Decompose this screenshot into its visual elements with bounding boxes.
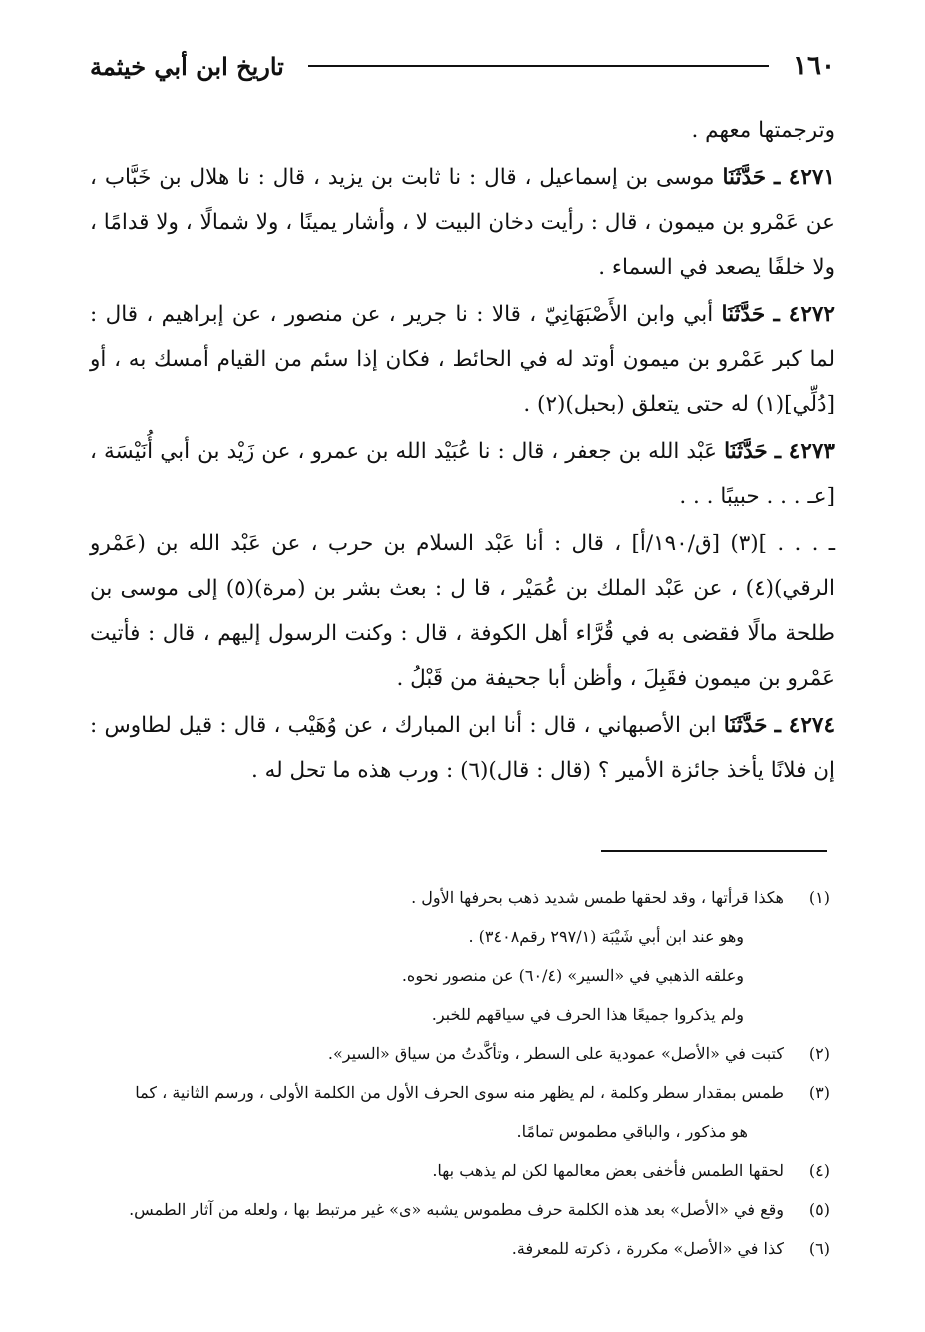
hadith-text: ـ . . . ](٣) [ق/١٩٠/أ] ، قال : أنا عَبْد السلام بن حرب ، عن عَبْد الله بن (عَمْرو الرقي)(٤) ، عن عَبْد الملك بن عُمَيْر ، قا ل : بعث بشر بن (مرة)(٥) إلى موسى بن طلحة مالًا فقضى به في قُرَّاء أهل الكوفة ، قال : وكنت الرسول إليهم ، قال : فأتيت عَمْرو بن ميمون فقَبِلَ ، وأظن أبا جحيفة من قَبْلُ . [90,531,835,691]
footnote-number: (٢) [808,1044,830,1063]
header-rule [308,65,769,67]
hadith-4273 [90,429,835,519]
hadith-text: أبي وابن الأَصْبَهَانِيّ ، قالا : نا جرير ، عن منصور ، عن إبراهيم ، قال : لما كبر عَمْرو بن ميمون أوتد له في الحائط ، فكان إذا سئم من القيام أمسك به ، أو [دُلِّي](١) له حتى يتعلق (بحبل)(٢) . [90,302,835,417]
footnote-1 [90,878,830,917]
footnote-number: (٥) [808,1200,830,1219]
hadith-4271 [90,155,835,290]
narration-keyword: حَدَّثَنَا [721,302,766,327]
footnote-text: لحقها الطمس فأخفى بعض معالمها لكن لم يذهب بها. [432,1161,784,1180]
page-header [90,44,835,88]
paragraph-continuation [90,108,835,153]
footnote-number: (٤) [808,1161,830,1180]
footnote-number: (٦) [808,1239,830,1258]
narration-keyword: حَدَّثَنَا [722,165,767,190]
footnote-text: ولم يذكروا جميعًا هذا الحرف في سياقهم للخبر. [431,1005,744,1024]
footnote-text: طمس بمقدار سطر وكلمة ، لم يظهر منه سوى الحرف الأول من الكلمة الأولى ، ورسم الثانية ، كما [135,1083,784,1102]
footnote-number: (١) [808,888,830,907]
footnote-1-line [90,995,830,1034]
footnote-6 [90,1229,830,1268]
footnote-text: وقع في «الأصل» بعد هذه الكلمة حرف مطموس يشبه «ى» غير مرتبط بها ، ولعله من آثار الطمس. [129,1200,784,1219]
footnotes [90,878,830,1268]
main-text [90,108,835,795]
hadith-4273-continuation [90,521,835,701]
page-number: ١٦٠ [793,51,835,81]
hadith-text: عَبْد الله بن جعفر ، قال : نا عُبَيْد الله بن عمرو ، عن زَيْد بن أبي أُنَيْسَة ، [عـ . . . حبيبًا . . . [90,439,835,509]
footnote-1-line [90,917,830,956]
footnote-text: كذا في «الأصل» مكررة ، ذكرته للمعرفة. [511,1239,784,1258]
footnote-1-line [90,956,830,995]
footnote-text: وعلقه الذهبي في «السير» (٦٠/٤) عن منصور نحوه. [401,966,744,985]
hadith-number: ٤٢٧٤ ـ [774,713,835,738]
hadith-number: ٤٢٧١ ـ [773,165,835,190]
footnote-4 [90,1151,830,1190]
footnote-text-continued: هو مذكور ، والباقي مطموس تمامًا. [516,1122,748,1141]
hadith-text: موسى بن إسماعيل ، قال : نا ثابت بن يزيد ، قال : نا هلال بن خَبَّاب ، عن عَمْرو بن ميمون ، قال : رأيت دخان البيت لا ، وأشار يمينًا ، ولا شمالًا ، ولا قدامًا ، ولا خلفًا يصعد في السماء . [90,165,835,280]
hadith-text: ابن الأصبهاني ، قال : أنا ابن المبارك ، عن وُهَيْب ، قال : قيل لطاوس : إن فلانًا يأخذ جائزة الأمير ؟ (قال : قال)(٦) : ورب هذه ما تحل له . [90,713,835,783]
hadith-4274 [90,703,835,793]
footnote-5 [90,1190,830,1229]
footnote-3 [90,1073,830,1151]
paragraph-text: وترجمتها معهم . [691,118,835,143]
footnote-text: هكذا قرأتها ، وقد لحقها طمس شديد ذهب بحرفها الأول . [411,888,784,907]
hadith-number: ٤٢٧٢ ـ [773,302,835,327]
footnote-separator [601,850,827,852]
book-title: تاريخ ابن أبي خيثمة [90,51,284,81]
footnote-2 [90,1034,830,1073]
footnote-number: (٣) [808,1083,830,1102]
hadith-4272 [90,292,835,427]
narration-keyword: حَدَّثَنَا [724,439,768,464]
footnote-text: كتبت في «الأصل» عمودية على السطر ، وتأكَّدتُ من سياق «السير». [327,1044,784,1063]
narration-keyword: حَدَّثَنَا [723,713,768,738]
footnote-text: وهو عند ابن أبي شَيْبَة (٢٩٧/١ رقم٣٤٠٨) . [468,927,744,946]
hadith-number: ٤٢٧٣ ـ [774,439,835,464]
